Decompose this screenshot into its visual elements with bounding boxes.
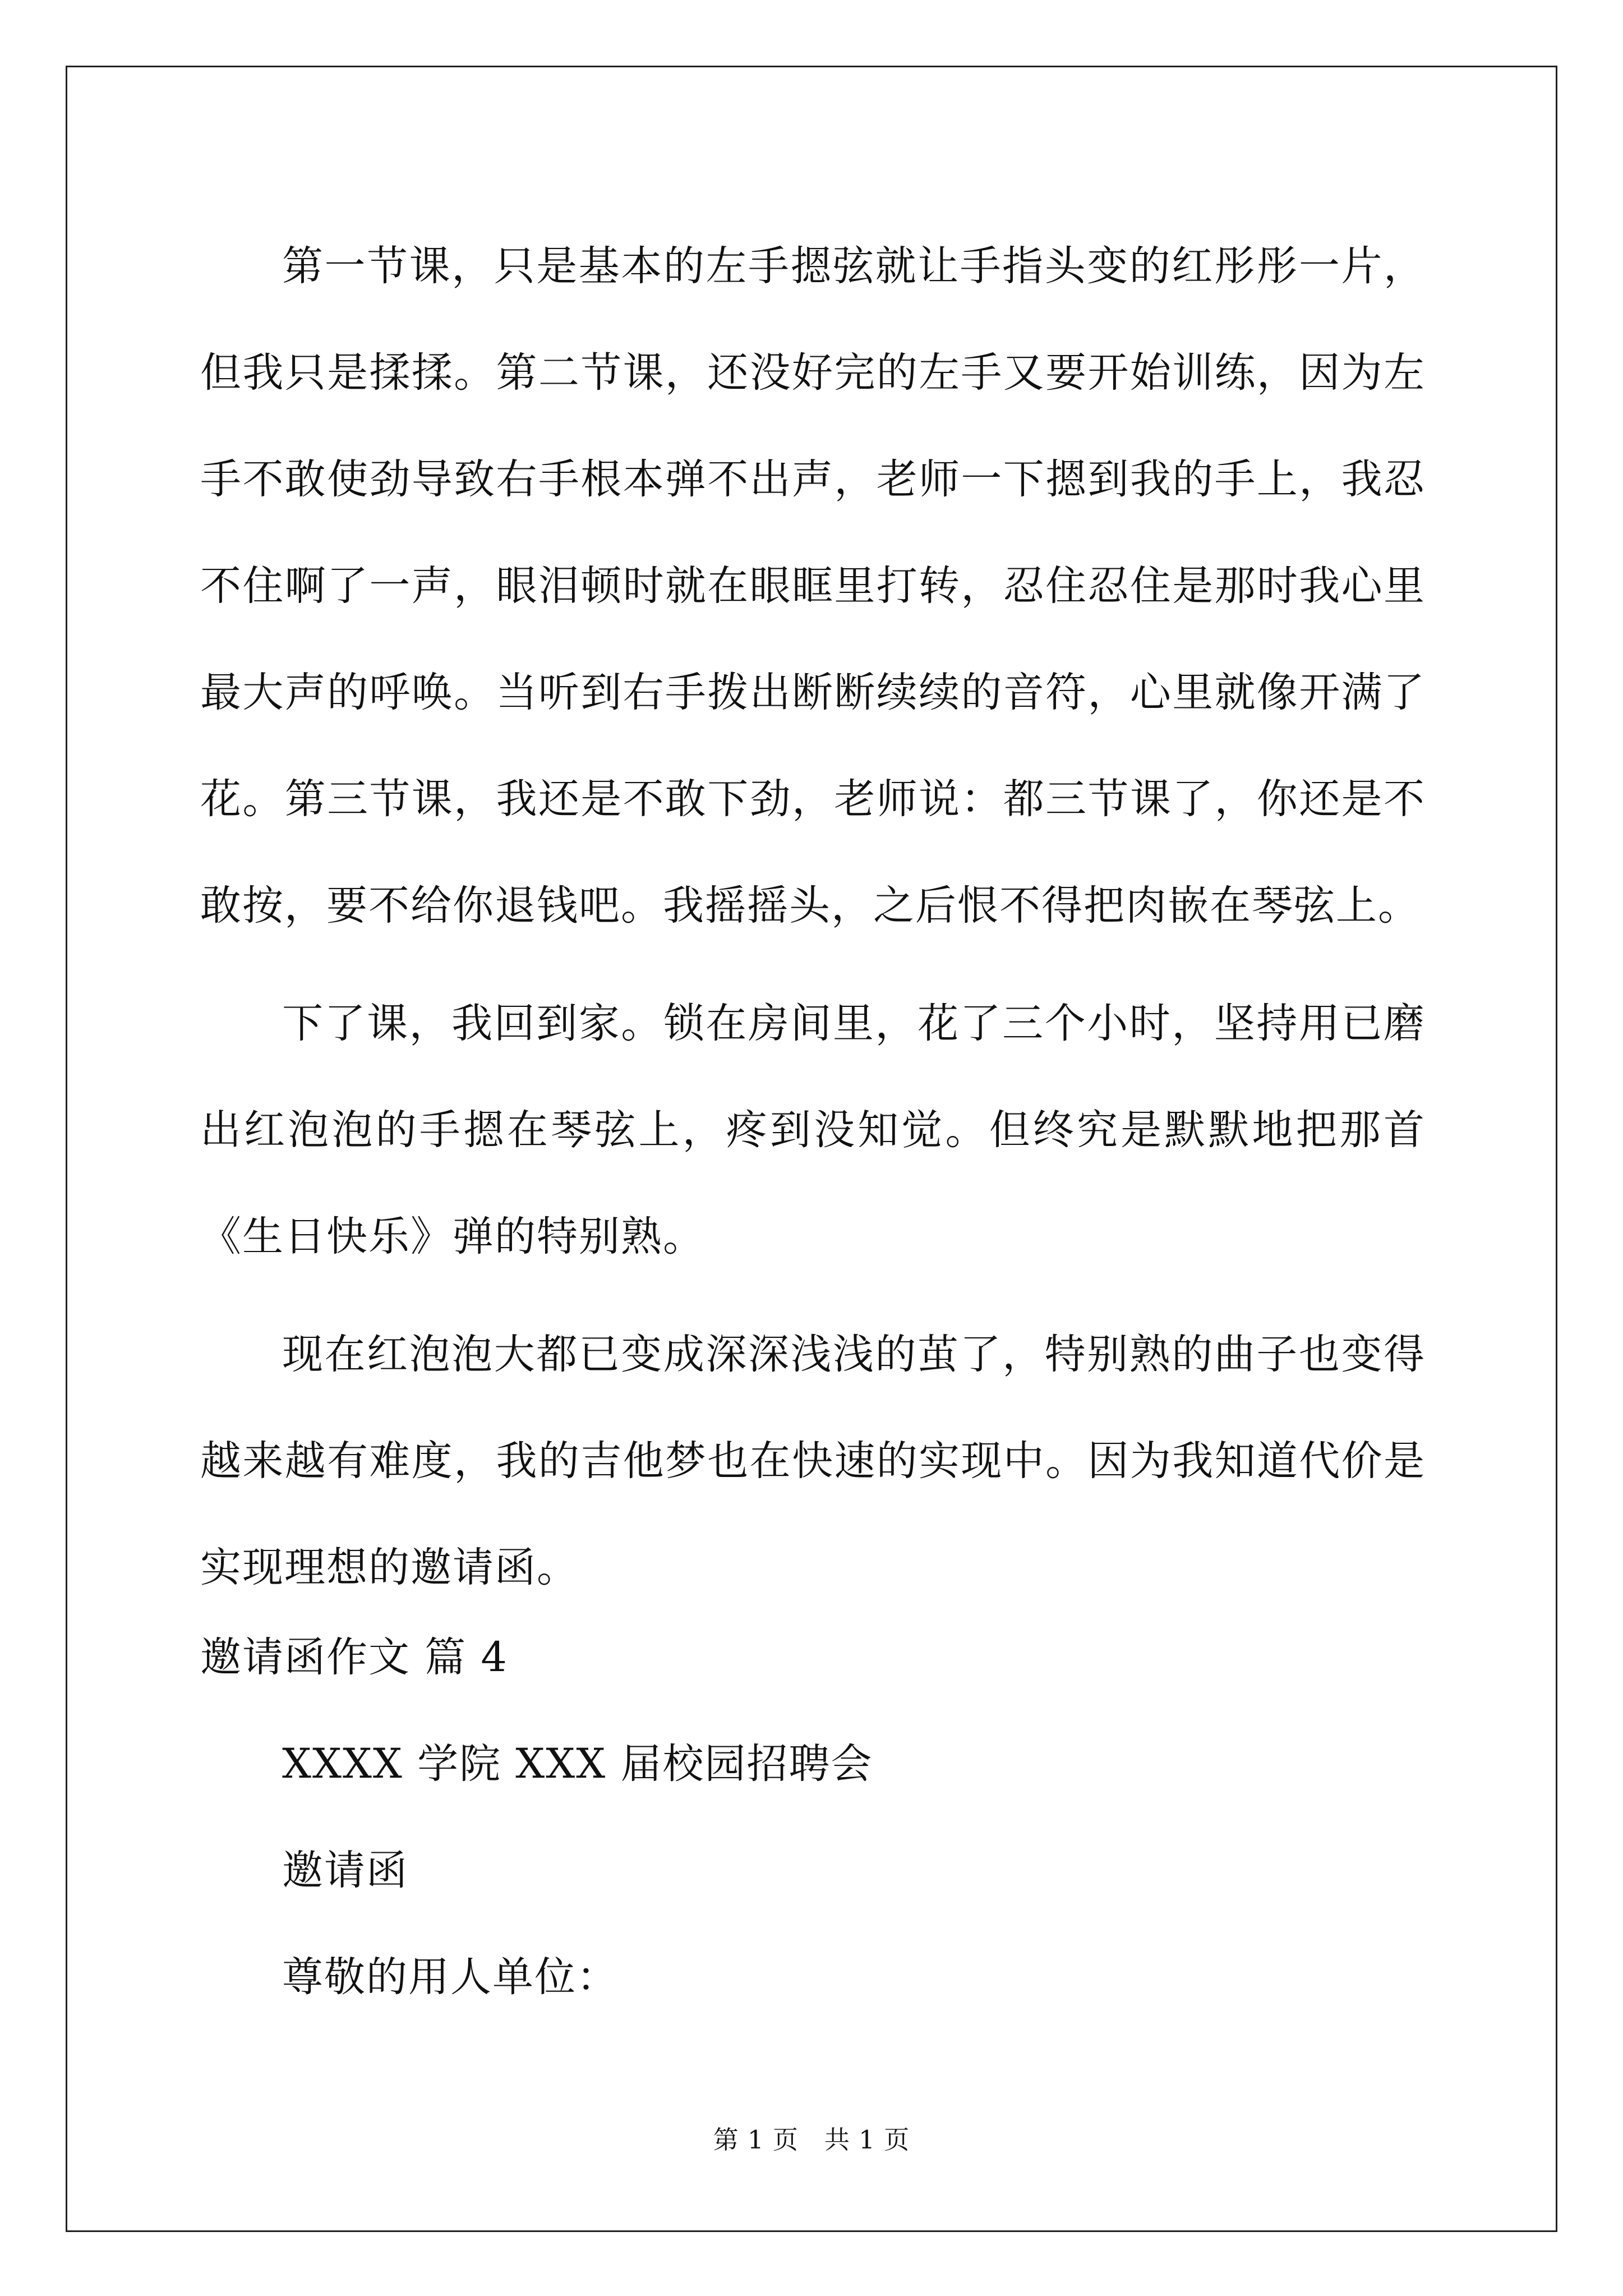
- paragraph-3: 现在红泡泡大都已变成深深浅浅的茧了，特别熟的曲子也变得越来越有难度，我的吉他梦也在快速的实现中。因为我知道代价是实现理想的邀请函。: [200, 1331, 1426, 1591]
- paragraph-1: 第一节课，只是基本的左手摁弦就让手指头变的红彤彤一片，但我只是揉揉。第二节课，还没好完的左手又要开始训练，因为左手不敢使劲导致右手根本弹不出声，老师一下摁到我的手上，我忍不住啊了一声，眼泪顿时就在眼眶里打转，忍住忍住是那时我心里最大声的呼唤。当听到右手拨出断断续续的音符，心里就像开满了花。第三节课，我还是不敢下劲，老师说：都三节课了，你还是不敢按，要不给你退钱吧。我摇摇头，之后恨不得把肉嵌在琴弦上。: [200, 242, 1426, 930]
- fair-title: XXXX 学院 XXX 届校园招聘会: [282, 1740, 873, 1788]
- section-heading: 邀请函作文 篇 4: [200, 1634, 508, 1681]
- salutation: 尊敬的用人单位：: [282, 1953, 619, 2001]
- document-body: [200, 213, 1426, 2008]
- paragraph-2: 下了课，我回到家。锁在房间里，花了三个小时，坚持用已磨出红泡泡的手摁在琴弦上，疼到没知觉。但终究是默默地把那首《生日快乐》弹的特别熟。: [200, 1000, 1426, 1260]
- page-footer: 第 1 页 共 1 页: [713, 2125, 910, 2155]
- invite-title: 邀请函: [282, 1847, 408, 1894]
